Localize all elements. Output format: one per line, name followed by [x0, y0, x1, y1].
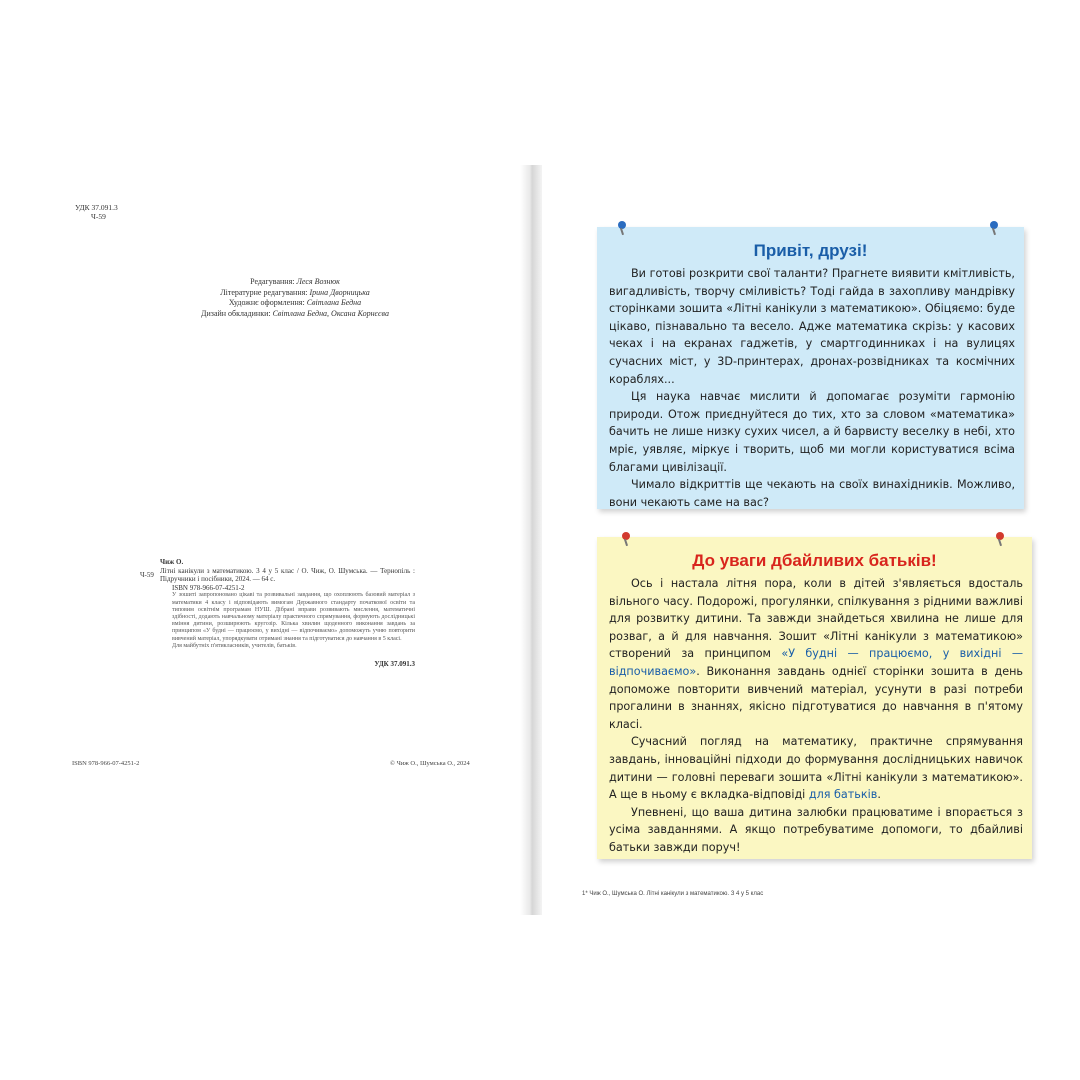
paragraph-text: . Виконання завдань однієї сторінки зошита в день допоможе повторити вивчений матеріал, усунути в разі потреби прогалини в знаннях, якісно підготуватися до навчання в п'ятому класі.: [609, 664, 1023, 731]
bibliographic-record: [140, 558, 415, 669]
pushpin-icon: [616, 221, 628, 235]
isbn-footer: ISBN 978-966-07-4251-2: [72, 760, 140, 767]
parents-note: [597, 537, 1032, 859]
paragraph-text: Сучасний погляд на математику, практичне спрямування завдань, інноваційні підходи до формування дослідницьких навичок дитини — головні переваги зошита «Літні канікули з математикою». А ще в ньому є вкладка-відповіді: [609, 735, 1023, 802]
pushpin-icon: [988, 221, 1000, 235]
paragraph-text: .: [877, 788, 881, 802]
book-spine: [520, 165, 542, 915]
credit-name: Світлана Бедна, Оксана Корнєєва: [272, 308, 389, 318]
bib-audience: Для майбутніх п'ятикласників, учителів, батьків.: [172, 642, 297, 649]
parents-note-body: [609, 575, 1023, 857]
credit-name: Леся Вознюк: [296, 277, 340, 286]
credit-role: Дизайн обкладинки:: [201, 308, 271, 318]
parents-note-title: До уваги дбайливих батьків!: [692, 551, 937, 570]
bib-isbn: ISBN 978-966-07-4251-2: [172, 583, 245, 592]
credit-name: Світлана Бедна: [306, 298, 362, 307]
udk-bottom: УДК 37.091.3: [374, 660, 415, 668]
bib-author: Чиж О.: [160, 558, 184, 566]
paragraph-text: Ось і настала літня пора, коли в дітей з'являється вдосталь вільного часу. Подорожі, прогулянки, спілкування з рідними важливі для розвитку дитини. Та завжди знайдеться хвилина не лише для розваг, а й для навчання. Зошит «Літні канікули з математикою» створений за принципом: [609, 577, 1023, 661]
copyright-notice: © Чиж О., Шумська О., 2024: [390, 760, 470, 767]
kids-greeting-note: [597, 227, 1024, 509]
pushpin-icon: [620, 532, 632, 546]
credit-role: Літературне редагування:: [220, 287, 308, 297]
pushpin-icon: [994, 532, 1006, 546]
udk-top: [75, 203, 118, 221]
credit-line: [160, 298, 430, 309]
parents-highlight: для батьків: [808, 788, 878, 802]
credits-block: [160, 277, 430, 319]
catalog-code-top: Ч-59: [91, 212, 106, 221]
credit-name: Ірина Дворницька: [309, 287, 370, 297]
credit-line: [160, 309, 430, 320]
kids-note-paragraph: Ви готові розкрити свої таланти? Прагнете виявити кмітливість, вигадливість, творчу сміливість? Тоді гайда в захопливу мандрівку сторінками зошита «Літні канікули з математикою». Обіцяємо: буде цікаво, пізнавально та весело. Адже математика скрізь: у касових чеках і на екранах гаджетів, у смартгодинниках і на вулицях сучасних міст, у 3D-принтерах, дронах-розвідниках та космічних кораблях...: [609, 267, 1015, 386]
principle-highlight: «У будні — працюємо, у вихідні — відпочиваємо»: [609, 647, 1024, 678]
bib-annotation: У зошиті запропоновано цікаві та розвивальні завдання, що охоплюють базовий матеріал з математики 4 класу і відповідають вимогам Державного стандарту початкової освіти та типовим освітнім програмам НУШ. Дібрані вправи розвивають мислення, математичні здібності, додають навчальному матеріалу практичного спрямування, формують дослідницькі вміння дитини, розширюють кругозір. Кілька хвилин щоденного виконання завдань за принципом «У будні — працюємо, у вихідні — відпочиваємо» допоможуть учню повторити вивчений матеріал, упорядкувати отримані знання та підготуватися до навчання в 5 класі.: [172, 592, 415, 642]
parents-note-paragraph: [609, 575, 1023, 733]
credit-role: Редагування:: [250, 277, 295, 286]
credit-line: [160, 277, 430, 288]
kids-note-body: [609, 265, 1015, 511]
kids-note-paragraph: Чимало відкриттів ще чекають на своїх винахідників. Можливо, вони чекають саме на вас?: [609, 478, 1015, 509]
page-footer: 1* Чиж О., Шумська О. Літні канікули з математикою. З 4 у 5 клас: [582, 891, 764, 897]
kids-note-paragraph: Ця наука навчає мислити й допомагає розуміти гармонію природи. Отож приєднуйтеся до тих, хто за словом «математика» бачить не лише низку сухих чисел, а й барвисту веселку в небі, хто мріє, уявляє, міркує і творить, щоб ми могли користуватися всіма благами цивілізації.: [609, 390, 1015, 474]
credit-line: [160, 288, 430, 299]
bib-entry: Літні канікули з математикою. 3 4 у 5 клас / О. Чиж, О. Шумська. — Тернопіль : Підручники і посібники, 2024. — 64 с.: [160, 566, 415, 584]
parents-note-paragraph: Упевнені, що ваша дитина залюбки працюватиме і впорається з усіма завданнями. А якщо потребуватиме допомоги, то дбайливі батьки завжди поруч!: [609, 805, 1023, 854]
kids-note-title: Привіт, друзі!: [753, 241, 868, 260]
credit-role: Художнє оформлення:: [228, 298, 305, 307]
udk-code-top: УДК 37.091.3: [75, 203, 118, 212]
bib-code: Ч-59: [140, 571, 154, 579]
parents-note-paragraph: [609, 733, 1023, 803]
